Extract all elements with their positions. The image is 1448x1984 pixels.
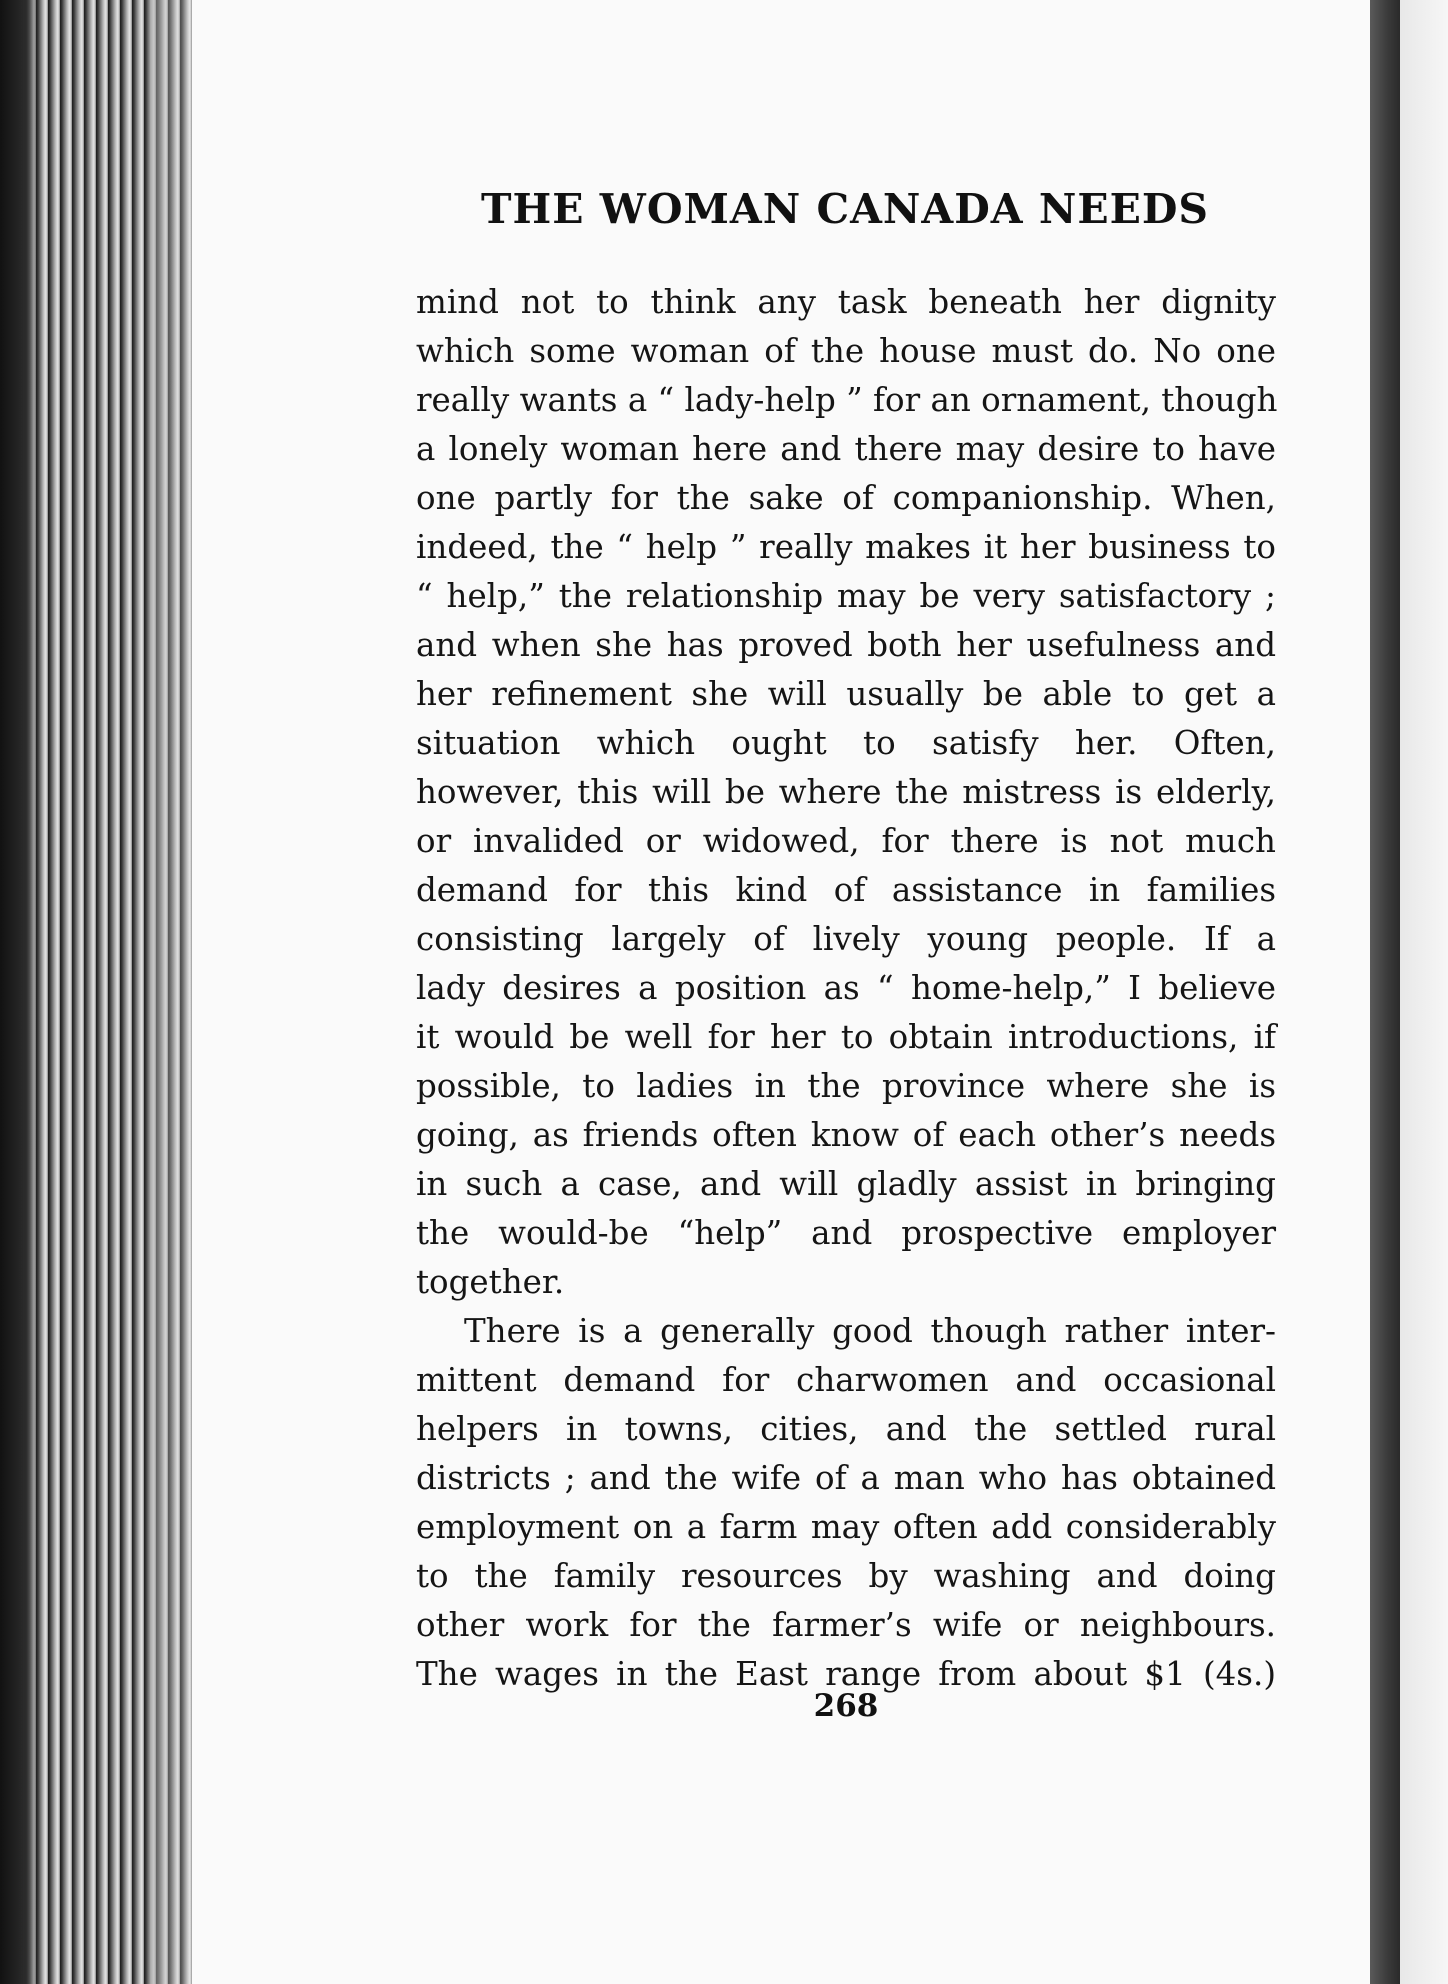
text-line: There is a generally good though rather inter- <box>464 1312 1276 1350</box>
text-line: employment on a farm may often add considerably <box>416 1508 1276 1546</box>
text-line: one partly for the sake of companionship. When, <box>416 479 1276 517</box>
text-line: going, as friends often know of each other’s needs <box>416 1116 1276 1154</box>
page-number: 268 <box>813 1688 879 1724</box>
text-line: it would be well for her to obtain introductions, if <box>416 1018 1276 1056</box>
text-line: in such a case, and will gladly assist in bringing <box>416 1165 1276 1203</box>
text-line: indeed, the “ help ” really makes it her business to <box>416 528 1276 566</box>
text-line: mittent demand for charwomen and occasional <box>416 1361 1276 1399</box>
text-line: helpers in towns, cities, and the settled rural <box>416 1410 1276 1448</box>
text-line: which some woman of the house must do. No one <box>416 332 1276 370</box>
text-line: situation which ought to satisfy her. Often, <box>416 724 1276 762</box>
right-edge-shadow <box>1370 0 1400 1984</box>
body-text <box>416 278 1276 1699</box>
text-line: however, this will be where the mistress is elderly, <box>416 773 1276 811</box>
text-line: possible, to ladies in the province where she is <box>416 1067 1276 1105</box>
running-head: THE WOMAN CANADA NEEDS <box>481 185 1209 233</box>
text-line: districts ; and the wife of a man who has obtained <box>416 1459 1276 1497</box>
paragraph-1 <box>416 278 1276 1307</box>
text-line: and when she has proved both her usefulness and <box>416 626 1276 664</box>
paragraph-2 <box>416 1307 1276 1699</box>
text-line: consisting largely of lively young people. If a <box>416 920 1276 958</box>
text-line: The wages in the East range from about $1 (4s.) <box>416 1655 1276 1693</box>
text-line: a lonely woman here and there may desire to have <box>416 430 1276 468</box>
text-line: together. <box>416 1263 565 1301</box>
right-edge-margin <box>1400 0 1448 1984</box>
text-line: or invalided or widowed, for there is not much <box>416 822 1276 860</box>
text-line: “ help,” the relationship may be very satisfactory ; <box>416 577 1276 615</box>
text-line: mind not to think any task beneath her dignity <box>416 283 1276 321</box>
text-line: really wants a “ lady-help ” for an ornament, though <box>416 381 1278 419</box>
text-line: her refinement she will usually be able to get a <box>416 675 1276 713</box>
text-line: lady desires a position as “ home-help,” I believe <box>416 969 1276 1007</box>
text-line: to the family resources by washing and doing <box>416 1557 1276 1595</box>
text-line: other work for the farmer’s wife or neighbours. <box>416 1606 1276 1644</box>
text-line: demand for this kind of assistance in families <box>416 871 1276 909</box>
text-line: the would-be “help” and prospective employer <box>416 1214 1276 1252</box>
